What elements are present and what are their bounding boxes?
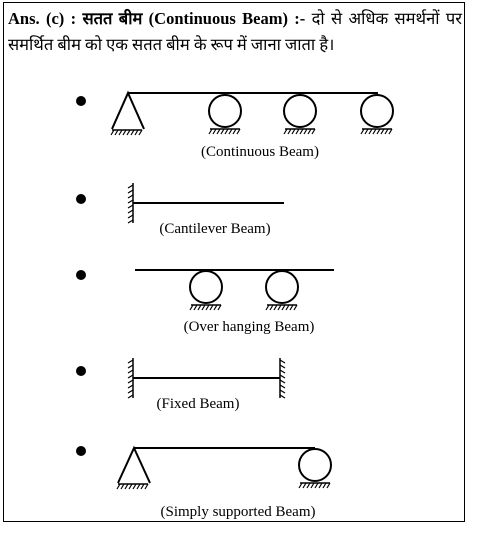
caption-overhanging-beam: (Over hanging Beam) (183, 319, 315, 335)
bullet-icon (76, 446, 86, 456)
cantilever-beam-diagram (76, 183, 284, 237)
roller-support (361, 95, 393, 134)
bullet-icon (76, 194, 86, 204)
answer-body: दो से अधिक समर्थनों पर समर्थित बीम को एक सतत बीम के रूप में जाना जाता है। (8, 9, 462, 54)
caption-cantilever-beam: (Cantilever Beam) (159, 221, 271, 237)
pin-support (117, 448, 150, 489)
fixed-wall-left (128, 358, 133, 398)
roller-support (266, 271, 298, 310)
pin-support (111, 93, 144, 135)
bullet-icon (76, 270, 86, 280)
caption-fixed-beam: (Fixed Beam) (156, 396, 240, 412)
answer-heading: Ans. (c) : सतत बीम (Continuous Beam) :- (8, 9, 306, 28)
simply-supported-beam-diagram (76, 446, 331, 520)
roller-support (284, 95, 316, 134)
overhanging-beam-diagram (76, 270, 334, 335)
fixed-wall-right (280, 358, 285, 398)
roller-support (190, 271, 222, 310)
bullet-icon (76, 96, 86, 106)
continuous-beam-diagram (76, 93, 393, 160)
fixed-wall (128, 183, 133, 223)
roller-support (209, 95, 241, 134)
fixed-beam-diagram (76, 358, 285, 412)
caption-simply-supported-beam: (Simply supported Beam) (160, 504, 316, 520)
caption-continuous-beam: (Continuous Beam) (201, 144, 319, 160)
bullet-icon (76, 366, 86, 376)
roller-support (299, 449, 331, 488)
